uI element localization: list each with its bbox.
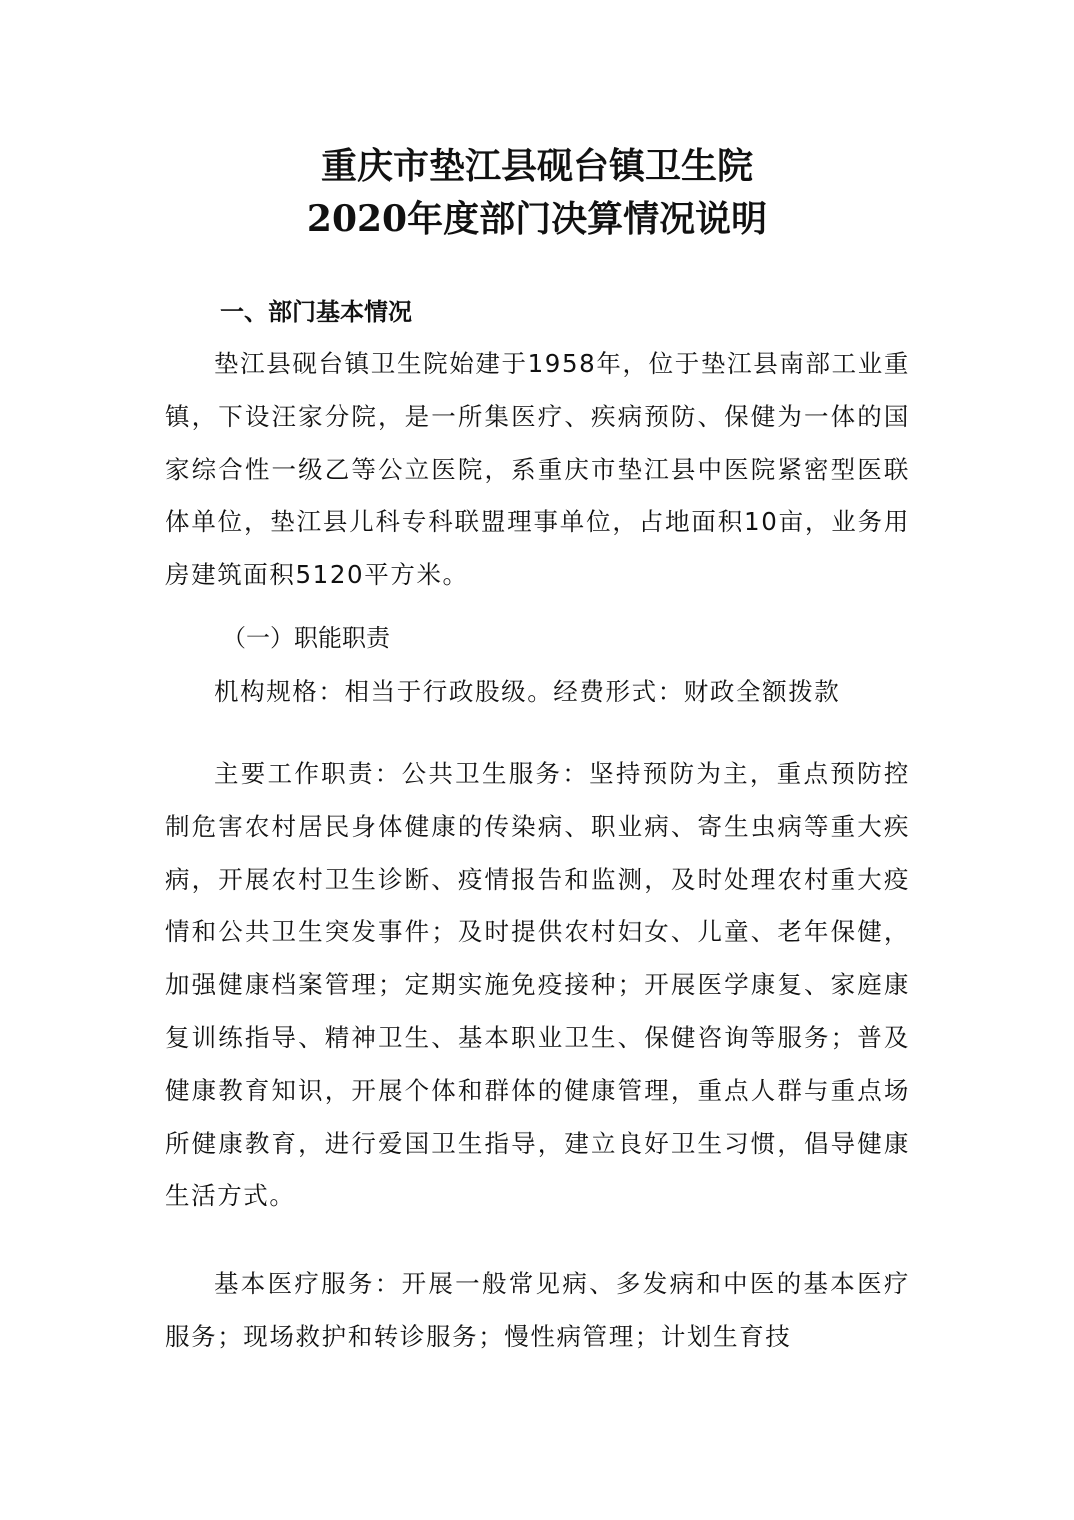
intro-paragraph: 垫江县砚台镇卫生院始建于1958年，位于垫江县南部工业重镇，下设汪家分院，是一所集医疗、疾病预防、保健为一体的国家综合性一级乙等公立医院，系重庆市垫江县中医院紧密型医联体单位，垫江县儿科专科联盟理事单位，占地面积10亩，业务用房建筑面积5120平方米。 — [165, 349, 910, 590]
section-heading-basic-info: 一、部门基本情况 — [220, 298, 412, 326]
org-spec-paragraph: 机构规格：相当于行政股级。经费形式：财政全额拨款 — [214, 677, 841, 706]
duties-paragraph: 主要工作职责：公共卫生服务：坚持预防为主，重点预防控制危害农村居民身体健康的传染病、职业病、寄生虫病等重大疾病，开展农村卫生诊断、疫情报告和监测，及时处理农村重大疫情和公共卫生突发事件；及时提供农村妇女、儿童、老年保健，加强健康档案管理；定期实施免疫接种；开展医学康复、家庭康复训练指导、精神卫生、基本职业卫生、保健咨询等服务；普及健康教育知识，开展个体和群体的健康管理，重点人群与重点场所健康教育，进行爱国卫生指导，建立良好卫生习惯，倡导健康生活方式。 — [165, 759, 910, 1211]
document-title-line-2: 2020年度部门决算情况说明 — [306, 198, 768, 240]
medical-service-paragraph: 基本医疗服务：开展一般常见病、多发病和中医的基本医疗服务；现场救护和转诊服务；慢性病管理；计划生育技 — [165, 1269, 910, 1351]
document-title-line-1: 重庆市垫江县砚台镇卫生院 — [320, 145, 753, 187]
subsection-heading-functions: （一）职能职责 — [222, 624, 390, 652]
